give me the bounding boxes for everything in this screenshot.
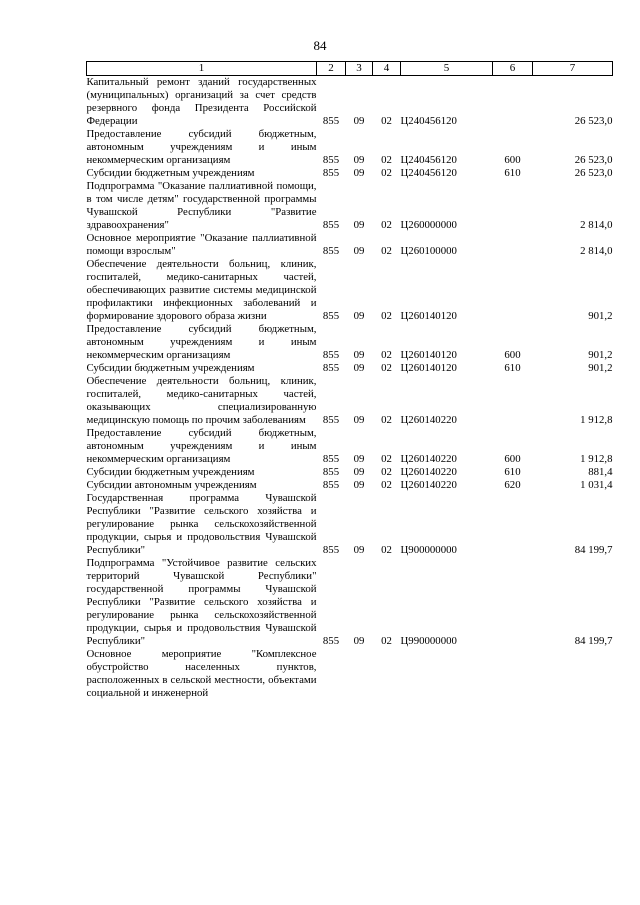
row-rz: 09 <box>353 414 365 426</box>
row-pr: 02 <box>381 349 392 361</box>
row-pr: 02 <box>381 154 392 166</box>
row-vr <box>493 648 533 700</box>
table-row <box>87 323 613 362</box>
row-vr <box>493 232 533 258</box>
row-sum: 2 814,0 <box>580 219 613 231</box>
row-sum: 1 912,8 <box>580 453 613 465</box>
row-rz: 09 <box>353 310 365 322</box>
row-vr <box>493 180 533 232</box>
row-csr: Ц260140220 <box>400 479 457 491</box>
header-col-7: 7 <box>533 62 613 76</box>
row-rz: 09 <box>353 349 365 361</box>
row-rz: 09 <box>353 479 365 491</box>
row-rz: 09 <box>353 115 365 127</box>
row-pr: 02 <box>381 466 392 478</box>
budget-table <box>86 61 613 700</box>
row-pr: 02 <box>381 635 392 647</box>
row-name: Капитальный ремонт зданий государственных (муниципальных) организаций за счет средств резервного фонда Президента Российской Федерации <box>86 76 317 127</box>
row-sum: 1 912,8 <box>580 414 613 426</box>
row-sum: 901,2 <box>588 349 613 361</box>
row-gr: 855 <box>322 349 340 361</box>
table-row <box>87 492 613 557</box>
row-gr: 855 <box>322 310 340 322</box>
table-row <box>87 466 613 479</box>
row-sum: 901,2 <box>588 310 613 322</box>
row-sum: 2 814,0 <box>580 245 613 257</box>
row-gr: 855 <box>322 154 340 166</box>
table-row <box>87 167 613 180</box>
row-gr: 855 <box>322 479 340 491</box>
header-col-2: 2 <box>317 62 346 76</box>
table-row <box>87 180 613 232</box>
table-row <box>87 258 613 323</box>
row-csr: Ц260100000 <box>400 245 457 257</box>
row-name: Основное мероприятие "Оказание паллиативной помощи взрослым" <box>86 232 317 257</box>
row-csr: Ц260140120 <box>400 362 457 374</box>
table-row <box>87 76 613 129</box>
row-pr: 02 <box>381 219 392 231</box>
row-gr: 855 <box>322 544 340 556</box>
row-vr: 610 <box>504 362 521 374</box>
row-csr: Ц260140120 <box>400 349 457 361</box>
row-sum: 26 523,0 <box>574 154 613 166</box>
row-pr <box>373 648 401 700</box>
row-vr <box>493 258 533 323</box>
row-sum: 1 031,4 <box>580 479 613 491</box>
row-gr: 855 <box>322 453 340 465</box>
table-row <box>87 648 613 700</box>
row-csr: Ц260140120 <box>400 310 457 322</box>
row-gr: 855 <box>322 466 340 478</box>
row-rz: 09 <box>353 219 365 231</box>
row-name: Основное мероприятие "Комплексное обустройство населенных пунктов, расположенных в сельской местности, объектами социальной и инженерной <box>86 648 317 699</box>
table-body <box>87 76 613 701</box>
row-gr: 855 <box>322 245 340 257</box>
row-sum: 84 199,7 <box>574 544 613 556</box>
row-vr <box>493 492 533 557</box>
row-gr: 855 <box>322 362 340 374</box>
row-name: Субсидии автономным учреждениям <box>86 479 257 491</box>
table-row <box>87 427 613 466</box>
table-row <box>87 362 613 375</box>
row-rz: 09 <box>353 466 365 478</box>
row-vr: 600 <box>504 349 521 361</box>
header-col-4: 4 <box>373 62 401 76</box>
row-rz: 09 <box>353 154 365 166</box>
row-pr: 02 <box>381 167 392 179</box>
row-name: Субсидии бюджетным учреждениям <box>86 362 255 374</box>
row-rz <box>346 648 373 700</box>
row-gr: 855 <box>322 115 340 127</box>
row-name: Предоставление субсидий бюджетным, автономным учреждениям и иным некоммерческим организациям <box>86 427 317 465</box>
row-csr: Ц240456120 <box>400 115 457 127</box>
row-sum <box>533 648 613 700</box>
table-row <box>87 128 613 167</box>
row-vr <box>493 557 533 648</box>
row-rz: 09 <box>353 544 365 556</box>
row-vr: 610 <box>504 466 521 478</box>
row-name: Обеспечение деятельности больниц, клиник, госпиталей, медико-санитарных частей, оказывающих специализированную медицинскую помощь по прочим заболеваниям <box>86 375 317 426</box>
row-sum: 84 199,7 <box>574 635 613 647</box>
row-name: Предоставление субсидий бюджетным, автономным учреждениям и иным некоммерческим организациям <box>86 323 317 361</box>
row-gr: 855 <box>322 635 340 647</box>
row-sum: 881,4 <box>588 466 613 478</box>
row-rz: 09 <box>353 453 365 465</box>
row-gr <box>317 648 346 700</box>
row-pr: 02 <box>381 362 392 374</box>
header-col-1: 1 <box>87 62 317 76</box>
row-vr <box>493 76 533 129</box>
row-name: Подпрограмма "Устойчивое развитие сельских территорий Чувашской Республики" государственной программы Чувашской Республики "Развитие сельского хозяйства и регулирование рынка сельскохозяйственной продукции, сырья и продовольствия Чувашской Республики" <box>86 557 317 647</box>
table-row <box>87 479 613 492</box>
table-row <box>87 557 613 648</box>
row-gr: 855 <box>322 219 340 231</box>
row-csr: Ц260000000 <box>400 219 457 231</box>
table-row <box>87 232 613 258</box>
row-vr: 610 <box>504 167 521 179</box>
row-vr: 620 <box>504 479 521 491</box>
row-name: Государственная программа Чувашской Республики "Развитие сельского хозяйства и регулирование рынка сельскохозяйственной продукции, сырья и продовольствия Чувашской Республики" <box>86 492 317 556</box>
row-rz: 09 <box>353 245 365 257</box>
header-col-5: 5 <box>401 62 493 76</box>
row-sum: 26 523,0 <box>574 115 613 127</box>
row-rz: 09 <box>353 635 365 647</box>
page-number: 84 <box>313 38 327 53</box>
row-csr: Ц240456120 <box>400 154 457 166</box>
row-rz: 09 <box>353 167 365 179</box>
row-csr: Ц240456120 <box>400 167 457 179</box>
table-header <box>87 62 613 76</box>
row-pr: 02 <box>381 544 392 556</box>
row-name: Субсидии бюджетным учреждениям <box>86 167 255 179</box>
row-vr: 600 <box>504 154 521 166</box>
row-csr <box>401 648 493 700</box>
row-csr: Ц260140220 <box>400 453 457 465</box>
row-vr <box>493 375 533 427</box>
row-pr: 02 <box>381 479 392 491</box>
row-pr: 02 <box>381 310 392 322</box>
row-pr: 02 <box>381 414 392 426</box>
row-pr: 02 <box>381 115 392 127</box>
row-csr: Ц900000000 <box>400 544 457 556</box>
row-rz: 09 <box>353 362 365 374</box>
row-name: Предоставление субсидий бюджетным, автономным учреждениям и иным некоммерческим организациям <box>86 128 317 166</box>
header-col-6: 6 <box>493 62 533 76</box>
row-sum: 901,2 <box>588 362 613 374</box>
row-gr: 855 <box>322 167 340 179</box>
row-sum: 26 523,0 <box>574 167 613 179</box>
row-pr: 02 <box>381 453 392 465</box>
table-row <box>87 375 613 427</box>
row-name: Обеспечение деятельности больниц, клиник, госпиталей, медико-санитарных частей, обеспечивающих развитие системы медицинской профилактики инфекционных заболеваний и формирование здорового образа жизни <box>86 258 317 322</box>
header-col-3: 3 <box>346 62 373 76</box>
row-name: Субсидии бюджетным учреждениям <box>86 466 255 478</box>
row-name: Подпрограмма "Оказание паллиативной помощи, в том числе детям" государственной программы Чувашской Республики "Развитие здравоохранения" <box>86 180 317 231</box>
row-vr: 600 <box>504 453 521 465</box>
row-pr: 02 <box>381 245 392 257</box>
row-csr: Ц260140220 <box>400 414 457 426</box>
row-csr: Ц260140220 <box>400 466 457 478</box>
row-gr: 855 <box>322 414 340 426</box>
row-csr: Ц990000000 <box>400 635 457 647</box>
